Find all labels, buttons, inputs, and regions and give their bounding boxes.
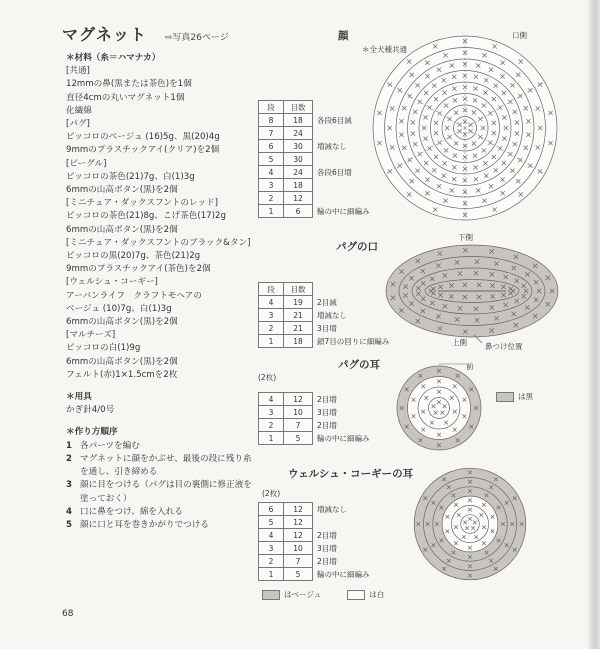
pug-mouth-bottom-label: 下側 bbox=[458, 233, 473, 242]
material-line: フェルト(赤)1×1.5cmを2枚 bbox=[66, 369, 178, 380]
row-number: 4 bbox=[259, 296, 284, 309]
table-row bbox=[259, 503, 428, 516]
row-number: 6 bbox=[259, 140, 284, 153]
material-line: 6mmの山高ボタン(黒)を2個 bbox=[66, 356, 178, 367]
row-note: 3目増 bbox=[317, 323, 337, 333]
row-number: 1 bbox=[259, 205, 284, 218]
stitch-count: 18 bbox=[284, 179, 313, 192]
material-line: 9mmのプラスチックアイ(クリア)を2個 bbox=[66, 145, 220, 156]
stitch-count: 12 bbox=[284, 503, 313, 516]
pug-ear-legend bbox=[496, 391, 533, 402]
step-text: 顔に口と耳を巻きかがりでつける bbox=[80, 519, 209, 530]
face-stitch-diagram bbox=[370, 33, 560, 223]
stitch-count: 7 bbox=[284, 419, 313, 432]
material-line: 直径4cmの丸いマグネット1個 bbox=[66, 92, 185, 103]
beige-swatch bbox=[262, 590, 280, 600]
stitch-count: 6 bbox=[284, 205, 313, 218]
step-text: 口に鼻をつけ、綿を入れる bbox=[80, 506, 183, 517]
row-number: 3 bbox=[259, 309, 284, 322]
material-line: 9mmのプラスチックアイ(茶色)を2個 bbox=[66, 264, 211, 275]
row-note: 増減なし bbox=[317, 504, 347, 514]
material-line: 化繊綿 bbox=[66, 105, 92, 116]
row-note: 2目増 bbox=[317, 394, 337, 404]
row-note: 2目増 bbox=[317, 420, 337, 430]
white-swatch bbox=[347, 590, 365, 600]
step-text: 各パーツを編む bbox=[80, 440, 140, 451]
stitch-count: 19 bbox=[284, 296, 313, 309]
table-header-cell: 目数 bbox=[284, 101, 313, 114]
material-line: [マルチーズ] bbox=[66, 330, 116, 341]
material-line: 6mmの山高ボタン(黒)を2個 bbox=[66, 185, 178, 196]
row-note: 輪の中に細編み bbox=[317, 206, 370, 216]
materials-heading: ＊材料（糸＝ハマナカ） bbox=[66, 53, 161, 63]
procedure-heading: ＊作り方順序 bbox=[66, 427, 118, 438]
pug-ear-count: (2枚) bbox=[258, 373, 277, 382]
row-number: 2 bbox=[259, 419, 284, 432]
corgi-ear-stitch-diagram bbox=[408, 468, 538, 584]
row-note: 2目増 bbox=[317, 556, 337, 566]
stitch-count: 18 bbox=[284, 335, 313, 348]
table-row bbox=[259, 555, 428, 568]
step-text: マグネットに顔をかぶせ、最後の段に残り糸を通し、引き締める bbox=[80, 453, 252, 478]
row-number: 3 bbox=[259, 406, 284, 419]
stitch-count: 21 bbox=[284, 322, 313, 335]
row-note: 増減なし bbox=[317, 310, 347, 320]
pug-mouth-nose-label: 鼻つけ位置 bbox=[485, 342, 523, 351]
page-number: 68 bbox=[62, 609, 74, 619]
stitch-count: 5 bbox=[284, 432, 313, 445]
procedure-step bbox=[66, 506, 256, 519]
corgi-legend bbox=[262, 589, 384, 600]
face-mouth-label: 口側 bbox=[512, 31, 527, 40]
table-row bbox=[259, 542, 428, 555]
row-number: 5 bbox=[259, 153, 284, 166]
row-number: 8 bbox=[259, 114, 284, 127]
row-number: 6 bbox=[259, 503, 284, 516]
stitch-count: 12 bbox=[284, 192, 313, 205]
material-line: [ミニチュア・ダックスフントのレッド] bbox=[66, 198, 219, 209]
row-number: 4 bbox=[259, 529, 284, 542]
step-number: 1 bbox=[66, 440, 72, 451]
material-line: ピッコロの黒(20)7g、茶色(21)2g bbox=[66, 251, 201, 262]
material-line: [パグ] bbox=[66, 119, 90, 130]
pug-mouth-stitch-diagram bbox=[384, 242, 560, 340]
row-number: 3 bbox=[259, 179, 284, 192]
stitch-count: 7 bbox=[284, 555, 313, 568]
corgi-legend-beige: はベージュ bbox=[284, 590, 322, 599]
stitch-count: 30 bbox=[284, 140, 313, 153]
material-line: 6mmの山高ボタン(黒)を2個 bbox=[66, 317, 178, 328]
procedure-step bbox=[66, 479, 256, 505]
material-line: アーバンライフ クラフトモヘアの bbox=[66, 290, 202, 301]
pug-ear-legend-label: は黒 bbox=[518, 392, 533, 401]
corgi-ear-row-table bbox=[258, 502, 428, 581]
pug-mouth-title: パグの口 bbox=[336, 241, 378, 253]
stitch-count: 12 bbox=[284, 529, 313, 542]
procedure-step bbox=[66, 453, 256, 479]
step-number: 2 bbox=[66, 453, 72, 464]
pug-ear-front-label: 前 bbox=[466, 362, 474, 371]
corgi-legend-white: は白 bbox=[369, 590, 385, 599]
row-note: 輪の中に細編み bbox=[317, 569, 370, 579]
face-note: ＊全犬種共通 bbox=[362, 45, 407, 54]
row-number: 2 bbox=[259, 555, 284, 568]
row-number: 7 bbox=[259, 127, 284, 140]
stitch-count: 21 bbox=[284, 309, 313, 322]
stitch-count: 30 bbox=[284, 153, 313, 166]
row-note: 各段6目減 bbox=[317, 115, 352, 125]
stitch-count: 18 bbox=[284, 114, 313, 127]
face-title: 顔 bbox=[338, 30, 349, 42]
materials-list bbox=[66, 65, 256, 382]
stitch-count: 5 bbox=[284, 568, 313, 581]
procedure-step bbox=[66, 440, 256, 453]
stitch-count: 10 bbox=[284, 542, 313, 555]
material-line: [ビーグル] bbox=[66, 158, 107, 169]
material-line: ピッコロの茶色(21)7g、白(1)3g bbox=[66, 171, 195, 182]
row-note: 増減なし bbox=[317, 141, 347, 151]
tools-item: かぎ針4/0号 bbox=[66, 405, 115, 416]
table-row bbox=[259, 516, 428, 529]
row-number: 5 bbox=[259, 516, 284, 529]
row-number: 4 bbox=[259, 166, 284, 179]
material-line: [ウェルシュ・コーギー] bbox=[66, 277, 158, 288]
row-number: 2 bbox=[259, 192, 284, 205]
step-number: 4 bbox=[66, 506, 72, 517]
table-row bbox=[259, 529, 428, 542]
row-number: 1 bbox=[259, 568, 284, 581]
material-line: [共通] bbox=[66, 66, 90, 77]
row-number: 2 bbox=[259, 322, 284, 335]
page-edge bbox=[588, 0, 600, 649]
tools-heading: ＊用具 bbox=[66, 392, 92, 403]
row-note: 鎖7目の回りに細編み bbox=[317, 336, 390, 346]
row-number: 4 bbox=[259, 393, 284, 406]
stitch-count: 24 bbox=[284, 166, 313, 179]
procedure-steps bbox=[66, 440, 256, 532]
material-line: ピッコロの白(1)9g bbox=[66, 343, 141, 354]
row-note: 2目増 bbox=[317, 530, 337, 540]
pug-ear-stitch-diagram bbox=[392, 362, 486, 452]
material-line: 6mmの山高ボタン(黒)を2個 bbox=[66, 224, 178, 235]
material-line: ベージュ (10)7g、白(1)3g bbox=[66, 303, 172, 314]
corgi-ear-count: (2枚) bbox=[262, 489, 281, 498]
pug-ear-title: パグの耳 bbox=[338, 359, 380, 371]
table-header-cell: 段 bbox=[259, 283, 284, 296]
stitch-count: 12 bbox=[284, 516, 313, 529]
title-row bbox=[62, 22, 229, 45]
material-line: ピッコロのベージュ (16)5g、黒(20)4g bbox=[66, 132, 220, 143]
row-note: 3目増 bbox=[317, 407, 337, 417]
gray-swatch bbox=[496, 392, 514, 402]
material-line: 12mmの鼻(黒または茶色)を1個 bbox=[66, 79, 192, 90]
table-header-cell: 段 bbox=[259, 101, 284, 114]
row-note: 各段6目増 bbox=[317, 167, 352, 177]
material-line: [ミニチュア・ダックスフントのブラック&タン] bbox=[66, 237, 251, 248]
row-note: 3目増 bbox=[317, 543, 337, 553]
corgi-ear-title: ウェルシュ・コーギーの耳 bbox=[288, 468, 414, 480]
row-number: 1 bbox=[259, 432, 284, 445]
row-note: 輪の中に細編み bbox=[317, 433, 370, 443]
step-text: 顔に目をつける（パグは目の裏側に修正液を塗っておく） bbox=[80, 480, 252, 504]
page-title: マグネット bbox=[62, 25, 147, 44]
row-number: 3 bbox=[259, 542, 284, 555]
step-number: 3 bbox=[66, 480, 72, 491]
step-number: 5 bbox=[66, 519, 72, 530]
procedure-step bbox=[66, 519, 256, 532]
stitch-count: 24 bbox=[284, 127, 313, 140]
table-row bbox=[259, 568, 428, 581]
left-column bbox=[66, 52, 256, 532]
material-line: ピッコロの茶色(21)8g、こげ茶色(17)2g bbox=[66, 211, 226, 222]
stitch-count: 12 bbox=[284, 393, 313, 406]
row-number: 1 bbox=[259, 335, 284, 348]
photo-reference: ⇨写真26ページ bbox=[164, 33, 229, 43]
row-note: 2目減 bbox=[317, 297, 337, 307]
table-header-cell: 目数 bbox=[284, 283, 313, 296]
pug-mouth-top-label: 上側 bbox=[452, 338, 467, 347]
stitch-count: 10 bbox=[284, 406, 313, 419]
